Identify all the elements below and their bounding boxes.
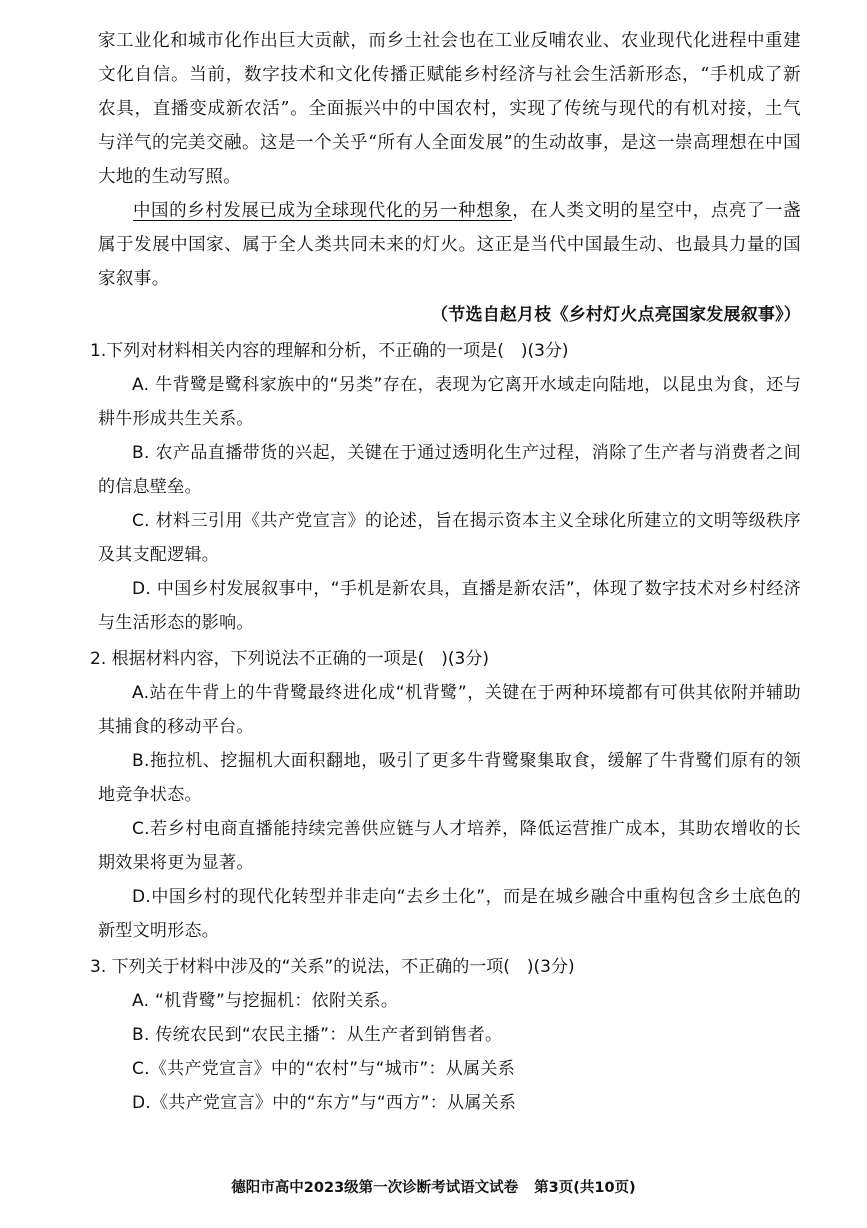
question-stem: 3. 下列关于材料中涉及的“关系”的说法，不正确的一项( )(3分) <box>90 957 575 977</box>
option-b: B. 传统农民到“农民主播”：从生产者到销售者。 <box>132 1025 503 1045</box>
question-1 <box>90 334 801 640</box>
option-c: C.《共产党宣言》中的“农村”与“城市”：从属关系 <box>132 1059 516 1079</box>
option-a: A. 牛背鹭是鹭科家族中的“另类”存在，表现为它离开水域走向陆地，以昆虫为食，还与耕牛形成共生关系。 <box>98 375 801 429</box>
option-d: D.《共产党宣言》中的“东方”与“西方”：从属关系 <box>132 1093 517 1113</box>
option-b: B. 农产品直播带货的兴起，关键在于通过透明化生产过程，消除了生产者与消费者之间的信息壁垒。 <box>98 443 801 497</box>
passage-paragraph-2-rest: ，在人类文明的星空中，点亮了一盏属于发展中国家、属于全人类共同未来的灯火。这正是当代中国最生动、也最具力量的国家叙事。 <box>98 201 801 289</box>
option-c: C. 材料三引用《共产党宣言》的论述，旨在揭示资本主义全球化所建立的文明等级秩序及其支配逻辑。 <box>98 511 801 565</box>
question-stem: 2. 根据材料内容，下列说法不正确的一项是( )(3分) <box>90 649 489 669</box>
passage-paragraph-1: 家工业化和城市化作出巨大贡献，而乡土社会也在工业反哺农业、农业现代化进程中重建文化自信。当前，数字技术和文化传播正赋能乡村经济与社会生活新形态，“手机成了新农具，直播变成新农活”。全面振兴中的中国农村，实现了传统与现代的有机对接，土气与洋气的完美交融。这是一个关乎“所有人全面发展”的生动故事，是这一崇高理想在中国大地的生动写照。 <box>98 31 801 187</box>
option-d: D. 中国乡村发展叙事中，“手机是新农具，直播是新农活”，体现了数字技术对乡村经济与生活形态的影响。 <box>98 579 801 633</box>
option-b: B.拖拉机、挖掘机大面积翻地，吸引了更多牛背鹭聚集取食，缓解了牛背鹭们原有的领地竞争状态。 <box>98 751 801 805</box>
question-stem: 1.下列对材料相关内容的理解和分析，不正确的一项是( )(3分) <box>90 341 569 361</box>
underlined-key-sentence: 中国的乡村发展已成为全球现代化的另一种想象 <box>133 201 513 221</box>
exam-title: 德阳市高中2023级第一次诊断考试语文试卷 <box>231 1180 519 1196</box>
option-a: A. “机背鹭”与挖掘机：依附关系。 <box>132 991 399 1011</box>
option-a: A.站在牛背上的牛背鹭最终进化成“机背鹭”，关键在于两种环境都有可供其依附并辅助其捕食的移动平台。 <box>98 683 801 737</box>
option-d: D.中国乡村的现代化转型并非走向“去乡土化”，而是在城乡融合中重构包含乡土底色的新型文明形态。 <box>98 887 801 941</box>
passage-paragraph-2 <box>98 194 801 296</box>
page-number: 第3页(共10页) <box>534 1180 636 1196</box>
question-3 <box>90 950 801 1120</box>
source-citation: （节选自赵月枝《乡村灯火点亮国家发展叙事》） <box>431 305 801 325</box>
option-c: C.若乡村电商直播能持续完善供应链与人才培养，降低运营推广成本，其助农增收的长期效果将更为显著。 <box>98 819 801 873</box>
question-2 <box>90 642 801 948</box>
page-footer <box>0 1176 867 1197</box>
